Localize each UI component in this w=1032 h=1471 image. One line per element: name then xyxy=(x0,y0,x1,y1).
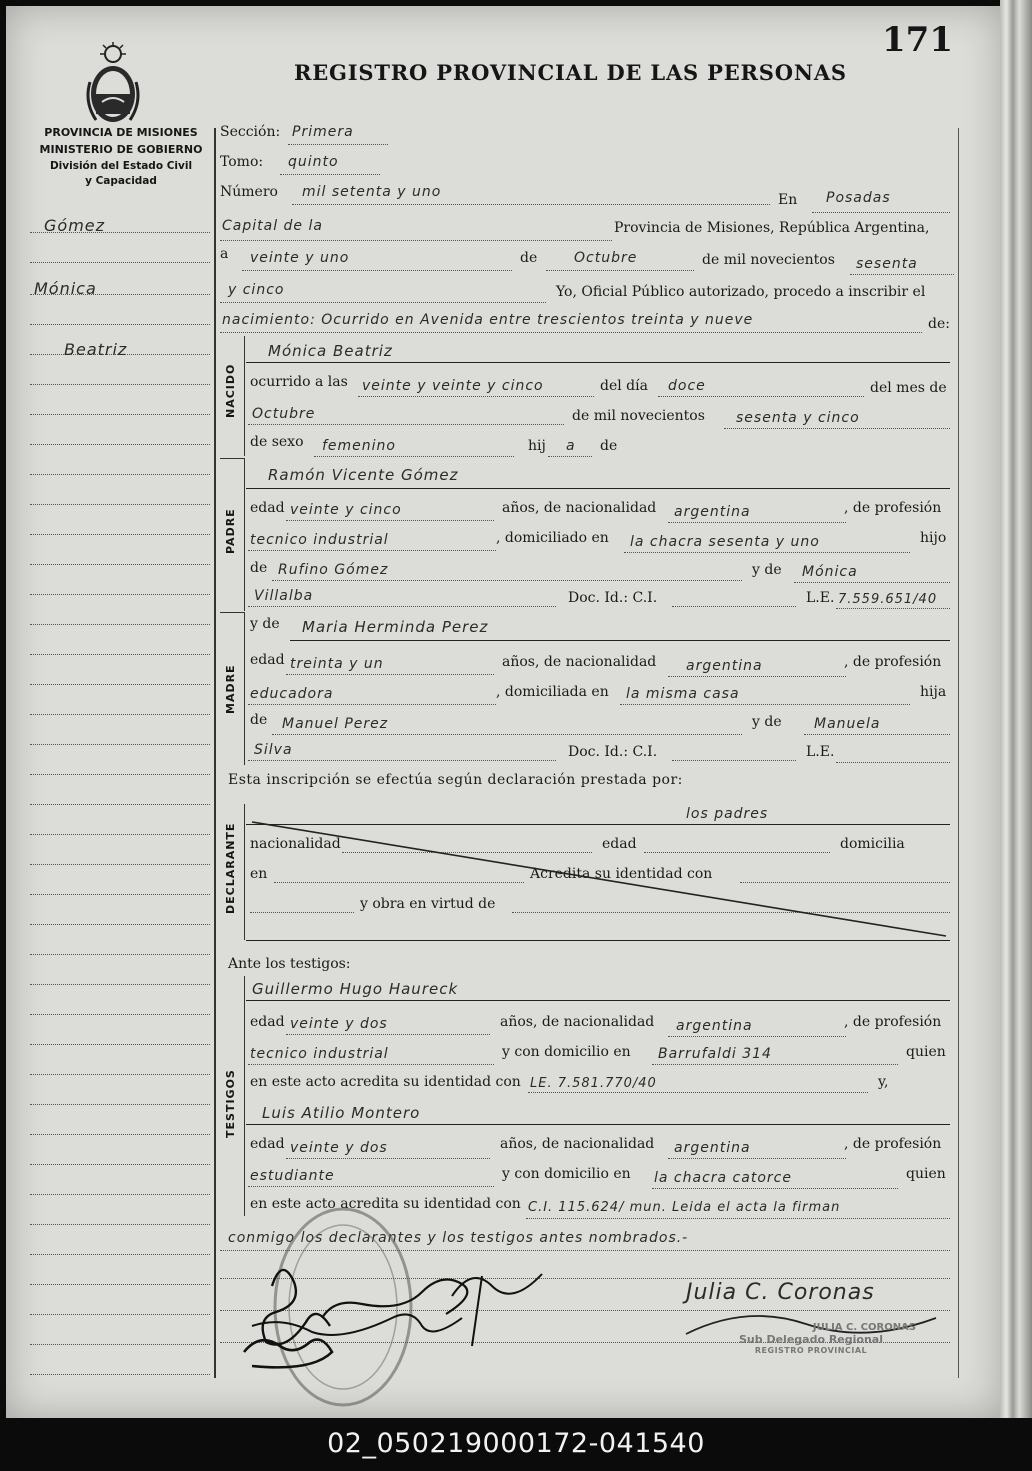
padre-mother-value1: Mónica xyxy=(802,564,858,580)
act-value: nacimiento: Ocurrido en Avenida entre trescientos treinta y nueve xyxy=(222,312,754,328)
padre-mother-value2: Villalba xyxy=(254,588,314,604)
madre-section-title: MADRE xyxy=(224,664,237,714)
testigo1-y: y, xyxy=(878,1074,889,1090)
provincia-label: Provincia de Misiones, República Argentina, xyxy=(614,220,930,236)
testigo2-id-line xyxy=(526,1218,950,1219)
madre-y-de-label: y de xyxy=(250,616,280,632)
margin-first-name: Mónica xyxy=(34,279,97,298)
madre-mother-line1 xyxy=(804,734,950,735)
mes-value: Octubre xyxy=(252,406,316,422)
hora-value: veinte y veinte y cinco xyxy=(362,378,544,394)
declarante-nacionalidad-label: nacionalidad xyxy=(250,836,341,852)
testigo1-nac: argentina xyxy=(676,1018,753,1034)
year-line2 xyxy=(220,302,546,303)
document-title: REGISTRO PROVINCIAL DE LAS PERSONAS xyxy=(294,60,847,85)
agency-block xyxy=(28,124,214,189)
mil-label: de mil novecientos xyxy=(702,252,835,268)
testigo2-prof-line xyxy=(248,1186,494,1187)
officer-stamp xyxy=(696,1322,926,1355)
closing-text: conmigo los declarantes y los testigos antes nombrados.- xyxy=(228,1230,689,1246)
numero-line xyxy=(292,204,770,205)
sexo-label: de sexo xyxy=(250,434,304,450)
testigo2-edad: veinte y dos xyxy=(290,1140,388,1156)
madre-de-label: de xyxy=(250,712,268,728)
testigo2-dom: la chacra catorce xyxy=(654,1170,792,1186)
testigo1-dom-line xyxy=(652,1064,898,1065)
madre-prof-value: educadora xyxy=(250,686,334,702)
month-value: Octubre xyxy=(574,250,638,266)
anio-value: sesenta y cinco xyxy=(736,410,860,426)
padre-edad-value: veinte y cinco xyxy=(290,502,402,518)
book-binding-edge xyxy=(1000,0,1032,1418)
testigo1-id-line xyxy=(528,1092,868,1093)
tomo-label: Tomo: xyxy=(220,154,264,170)
agency-line1: PROVINCIA DE MISIONES xyxy=(44,126,198,139)
testigo1-acredita-label: en este acto acredita su identidad con xyxy=(250,1074,521,1090)
de-colon-label: de: xyxy=(928,316,950,332)
image-id-caption: 02_050219000172-041540 xyxy=(327,1428,705,1459)
declaracion-text: Esta inscripción se efectúa según declaración prestada por: xyxy=(228,772,683,788)
en-label: En xyxy=(778,192,798,208)
declarante-bottom-line xyxy=(246,940,950,941)
mes-line xyxy=(248,424,564,425)
hij-line xyxy=(548,456,592,457)
year-line1 xyxy=(850,274,954,275)
month-line xyxy=(546,270,694,271)
en-line xyxy=(812,212,950,213)
coat-of-arms-icon xyxy=(82,42,144,126)
numero-value: mil setenta y uno xyxy=(302,184,442,200)
a-line xyxy=(242,270,512,271)
padre-name-line xyxy=(246,488,950,489)
testigo1-quien: quien xyxy=(906,1044,946,1060)
padre-le-value: 7.559.651/40 xyxy=(838,592,938,607)
dia-line xyxy=(658,396,864,397)
madre-nac-line xyxy=(668,676,846,677)
testigo2-dom-line xyxy=(652,1188,898,1189)
testigo1-name-line xyxy=(246,1000,950,1001)
hij-value: a xyxy=(566,438,576,454)
testigo2-prof-label: , de profesión xyxy=(844,1136,942,1152)
madre-prof-line xyxy=(248,704,496,705)
madre-dom-line xyxy=(620,704,910,705)
padre-mother-line1 xyxy=(794,582,950,583)
testigo1-nac-line xyxy=(668,1036,846,1037)
dia-label: del día xyxy=(600,378,648,394)
testigo1-prof: tecnico industrial xyxy=(250,1046,389,1062)
madre-le-label: L.E. xyxy=(806,744,835,760)
madre-y-de2-label: y de xyxy=(752,714,782,730)
right-rule xyxy=(958,128,959,1378)
madre-edad-value: treinta y un xyxy=(290,656,384,672)
nacido-name: Mónica Beatriz xyxy=(268,342,393,360)
madre-anos-label: años, de nacionalidad xyxy=(502,654,657,670)
madre-nac-value: argentina xyxy=(686,658,763,674)
testigo2-dom-label: y con domicilio en xyxy=(502,1166,631,1182)
testigo1-anos-label: años, de nacionalidad xyxy=(500,1014,655,1030)
hij-label: hij xyxy=(528,438,546,454)
seccion-value: Primera xyxy=(292,124,354,140)
testigo2-id: C.I. 115.624/ mun. Leida el acta la firman xyxy=(528,1200,841,1215)
yo-label: Yo, Oficial Público autorizado, procedo a inscribir el xyxy=(556,284,926,300)
testigo2-name-line xyxy=(246,1124,950,1125)
padre-nac-value: argentina xyxy=(674,504,751,520)
padre-nac-line xyxy=(668,522,846,523)
padre-father-value: Rufino Gómez xyxy=(278,562,389,578)
margin-surname: Gómez xyxy=(44,216,106,235)
agency-line4: y Capacidad xyxy=(85,175,157,187)
madre-dom-label: , domiciliada en xyxy=(496,684,609,700)
declarante-section-title: DECLARANTE xyxy=(224,822,237,914)
testigo2-edad-label: edad xyxy=(250,1136,285,1152)
declarante-acredita-label: Acredita su identidad con xyxy=(530,866,713,882)
padre-hijo-label: hijo xyxy=(920,530,947,546)
year-value1: sesenta xyxy=(856,256,918,272)
declaracion-value: los padres xyxy=(686,806,769,822)
act-line xyxy=(220,332,922,333)
capital-value: Capital de la xyxy=(222,218,323,234)
sexo-value: femenino xyxy=(322,438,396,454)
declarante-obra-label: y obra en virtud de xyxy=(360,896,496,912)
padre-prof-line xyxy=(248,550,496,551)
padre-prof-label: , de profesión xyxy=(844,500,942,516)
en-value: Posadas xyxy=(826,190,891,206)
testigo2-name: Luis Atilio Montero xyxy=(262,1104,421,1122)
padre-doc-label: Doc. Id.: C.I. xyxy=(568,590,658,606)
a-label: a xyxy=(220,246,229,262)
testigo2-quien: quien xyxy=(906,1166,946,1182)
sexo-line xyxy=(314,456,514,457)
declarante-edad-label: edad xyxy=(602,836,637,852)
testigo2-edad-line xyxy=(286,1158,490,1159)
anio-line xyxy=(724,428,950,429)
testigos-section-title: TESTIGOS xyxy=(224,1069,237,1138)
vertical-rule xyxy=(214,128,216,1378)
testigo1-dom: Barrufaldi 314 xyxy=(658,1046,772,1062)
padre-edad-line xyxy=(286,520,494,521)
testigo2-nac: argentina xyxy=(674,1140,751,1156)
testigos-ante-label: Ante los testigos: xyxy=(228,956,351,972)
testigo1-id: LE. 7.581.770/40 xyxy=(530,1076,657,1091)
tomo-line xyxy=(280,174,380,175)
dia-value: doce xyxy=(668,378,706,394)
madre-prof-label: , de profesión xyxy=(844,654,942,670)
madre-name-line xyxy=(290,640,950,641)
nacido-section-title: NACIDO xyxy=(224,363,237,418)
padre-name: Ramón Vicente Gómez xyxy=(268,466,459,484)
madre-le-line xyxy=(836,762,950,763)
padre-dom-label: , domiciliado en xyxy=(496,530,609,546)
madre-doc-label: Doc. Id.: C.I. xyxy=(568,744,658,760)
padre-y-de-label: y de xyxy=(752,562,782,578)
numero-label: Número xyxy=(220,184,278,200)
madre-mother-value2: Silva xyxy=(254,742,293,758)
seccion-line xyxy=(288,144,388,145)
padre-section-title: PADRE xyxy=(224,508,237,554)
page-number: 171 xyxy=(882,20,953,60)
agency-line2: MINISTERIO DE GOBIERNO xyxy=(39,143,203,156)
a-value: veinte y uno xyxy=(250,250,350,266)
padre-de-label: de xyxy=(250,560,268,576)
padre-dom-value: la chacra sesenta y uno xyxy=(630,534,820,550)
madre-name: Maria Herminda Perez xyxy=(302,618,489,636)
padre-prof-value: tecnico industrial xyxy=(250,532,389,548)
capital-line xyxy=(220,240,612,241)
testigo2-nac-line xyxy=(668,1158,846,1159)
de-label: de xyxy=(520,250,538,266)
declarante-domicilia-label: domicilia xyxy=(840,836,905,852)
mes-label: del mes de xyxy=(870,380,947,396)
padre-edad-label: edad xyxy=(250,500,285,516)
officer-signature: Julia C. Coronas xyxy=(686,1280,875,1305)
declarante-en-label: en xyxy=(250,866,268,882)
madre-edad-label: edad xyxy=(250,652,285,668)
mil-label-nacido: de mil novecientos xyxy=(572,408,705,424)
margin-second-name: Beatriz xyxy=(64,340,128,359)
madre-mother-line2 xyxy=(248,760,556,761)
declarante-cancel-stroke xyxy=(246,818,952,942)
madre-mother-value1: Manuela xyxy=(814,716,881,732)
padre-dom-line xyxy=(624,552,910,553)
seccion-label: Sección: xyxy=(220,124,281,140)
testigo1-prof-label: , de profesión xyxy=(844,1014,942,1030)
padre-mother-line2 xyxy=(248,606,556,607)
testigo1-name: Guillermo Hugo Haureck xyxy=(252,980,459,998)
padre-father-line xyxy=(272,580,742,581)
testigo1-dom-label: y con domicilio en xyxy=(502,1044,631,1060)
madre-father-line xyxy=(272,734,742,735)
madre-father-value: Manuel Perez xyxy=(282,716,389,732)
madre-dom-value: la misma casa xyxy=(626,686,740,702)
signature-scribbles-icon xyxy=(232,1256,572,1386)
padre-anos-label: años, de nacionalidad xyxy=(502,500,657,516)
padre-doc-line xyxy=(672,606,796,607)
agency-line3: División del Estado Civil xyxy=(49,160,193,172)
year-value2: y cinco xyxy=(228,282,285,298)
register-page xyxy=(6,6,1002,1418)
tomo-value: quinto xyxy=(288,154,339,170)
hij-de-label: de xyxy=(600,438,618,454)
testigo1-edad-line xyxy=(286,1034,490,1035)
testigo2-acredita-label: en este acto acredita su identidad con xyxy=(250,1196,521,1212)
nacido-name-line xyxy=(246,362,950,363)
officer-stamp-line2: Sub Delegado Regional xyxy=(739,1333,883,1346)
testigo1-edad: veinte y dos xyxy=(290,1016,388,1032)
officer-stamp-line1: JULIA C. CORONAS xyxy=(812,1322,916,1333)
testigo1-edad-label: edad xyxy=(250,1014,285,1030)
testigo2-anos-label: años, de nacionalidad xyxy=(500,1136,655,1152)
testigo1-prof-line xyxy=(248,1064,494,1065)
padre-le-label: L.E. xyxy=(806,590,835,606)
officer-stamp-line3: REGISTRO PROVINCIAL xyxy=(754,1346,868,1355)
hora-line xyxy=(358,396,594,397)
madre-doc-line xyxy=(672,760,796,761)
testigo2-prof: estudiante xyxy=(250,1168,335,1184)
ocurrido-label: ocurrido a las xyxy=(250,374,348,390)
padre-le-line xyxy=(836,608,950,609)
madre-edad-line xyxy=(286,674,494,675)
madre-hija-label: hija xyxy=(920,684,947,700)
